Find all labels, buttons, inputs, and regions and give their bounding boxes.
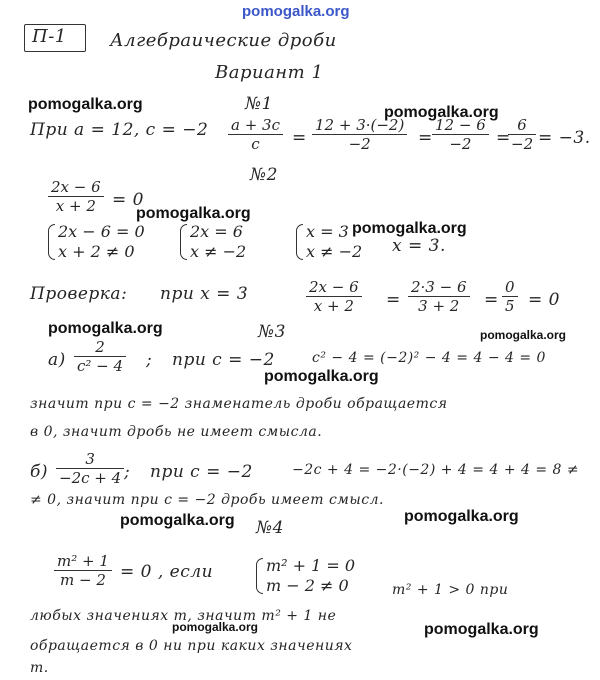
task2-answer: x = 3. [392,236,446,256]
task2-check-sub-den: 3 + 2 [418,297,460,315]
task1-eq1: = [292,128,307,148]
task1-step3-den: −2 [511,135,534,153]
watermark: pomogalka.org [480,328,567,342]
watermark: pomogalka.org [48,320,163,337]
watermark: pomogalka.org [384,104,499,121]
task1-step2-num: 12 − 6 [435,116,486,134]
task2-check-eq1: = [386,290,401,310]
task3-a-num: 2 [95,338,105,356]
task2-system-1 [48,222,145,262]
task2-check-sub-num: 2·3 − 6 [411,278,467,296]
watermark: pomogalka.org [172,620,259,634]
watermark: pomogalka.org [424,621,539,638]
task3-a-label: а) [48,350,66,370]
task2-check-res-num: 0 [505,278,515,296]
task2-check-res-den: 5 [505,297,515,315]
task3-b-text: ≠ 0, значит при c = −2 дробь имеет смысл. [30,492,385,508]
task2-check-label: Проверка: [30,284,128,304]
task2-check-frac [306,278,362,315]
task1-eq2: = [418,128,433,148]
variant-label: Вариант 1 [215,62,324,83]
watermark-top: pomogalka.org [242,3,350,20]
task3-a-frac [74,338,126,375]
task4-text1: любых значениях m, значит m² + 1 не [30,608,337,624]
task3-number: №3 [258,322,286,342]
task2-sys3-line2: x ≠ −2 [306,242,363,261]
task3-a-calc: c² − 4 = (−2)² − 4 = 4 − 4 = 0 [312,350,546,366]
task1-step3-num: 6 [517,116,527,134]
task1-condition: При a = 12, c = −2 [30,120,209,140]
section-badge: П-1 [32,26,67,47]
task2-sys3-line1: x = 3 [306,222,349,241]
task4-number: №4 [256,518,284,538]
task2-number: №2 [250,165,278,185]
task3-a-cond: при c = −2 [172,350,275,370]
task2-check-sub [408,278,470,315]
task4-system [256,556,355,596]
task3-b-frac [56,450,124,487]
task2-equation [48,178,104,215]
task4-frac-den: m − 2 [60,571,106,589]
task2-eq-num: 2x − 6 [51,178,101,196]
task2-check-den: x + 2 [313,297,354,315]
task3-b-cond: при c = −2 [150,462,253,482]
task1-expr [228,116,283,153]
task4-text2: обращается в 0 ни при каких значениях [30,638,353,654]
task2-sys1-line1: 2x − 6 = 0 [58,222,145,241]
task4-sys-line2: m − 2 ≠ 0 [266,576,349,595]
task3-b-den: −2c + 4 [59,469,122,487]
task3-a-text1: значит при c = −2 знаменатель дроби обращается [30,396,448,412]
task2-system-2 [180,222,246,262]
task4-eq-rhs: = 0 , если [120,562,214,582]
task2-check-res [502,278,518,315]
task4-sys-line1: m² + 1 = 0 [266,556,356,575]
task2-check-num: 2x − 6 [309,278,359,296]
task1-eq3: = [496,128,511,148]
task1-step2-den: −2 [449,135,472,153]
task2-sys2-line2: x ≠ −2 [190,242,247,261]
task2-check-end: = 0 [528,290,560,310]
task1-expr-den: c [251,135,260,153]
task3-b-calc: −2c + 4 = −2·(−2) + 4 = 4 + 4 = 8 ≠ [292,462,580,478]
task4-frac-num: m² + 1 [57,552,109,570]
task1-expr-num: a + 3c [231,116,280,134]
task2-sys2-line1: 2x = 6 [190,222,243,241]
watermark: pomogalka.org [136,205,251,222]
watermark: pomogalka.org [404,508,519,525]
task2-eq-den: x + 2 [55,197,96,215]
watermark: pomogalka.org [120,512,235,529]
page-title: Алгебраические дроби [110,30,337,51]
task3-b-semicolon: ; [124,462,131,482]
task3-a-semicolon: ; [146,350,153,370]
task3-a-text2: в 0, значит дробь не имеет смысла. [30,424,323,440]
task1-number: №1 [245,94,273,114]
task2-check-eq2: = [484,290,499,310]
task3-a-den: c² − 4 [77,357,124,375]
watermark: pomogalka.org [264,368,379,385]
task1-step1-den: −2 [348,135,371,153]
task4-frac [54,552,112,589]
task4-note1: m² + 1 > 0 при [392,582,509,598]
task4-text3: m. [30,660,49,676]
task2-sys1-line2: x + 2 ≠ 0 [58,242,135,261]
watermark: pomogalka.org [352,220,467,237]
task1-result: = −3. [538,128,591,148]
watermark: pomogalka.org [28,96,143,113]
task1-step1-num: 12 + 3·(−2) [315,116,405,134]
task3-b-num: 3 [85,450,95,468]
task3-b-label: б) [30,462,49,482]
task1-step3 [508,116,536,153]
task2-eq-rhs: = 0 [112,190,144,210]
task2-check-cond: при x = 3 [160,284,249,304]
